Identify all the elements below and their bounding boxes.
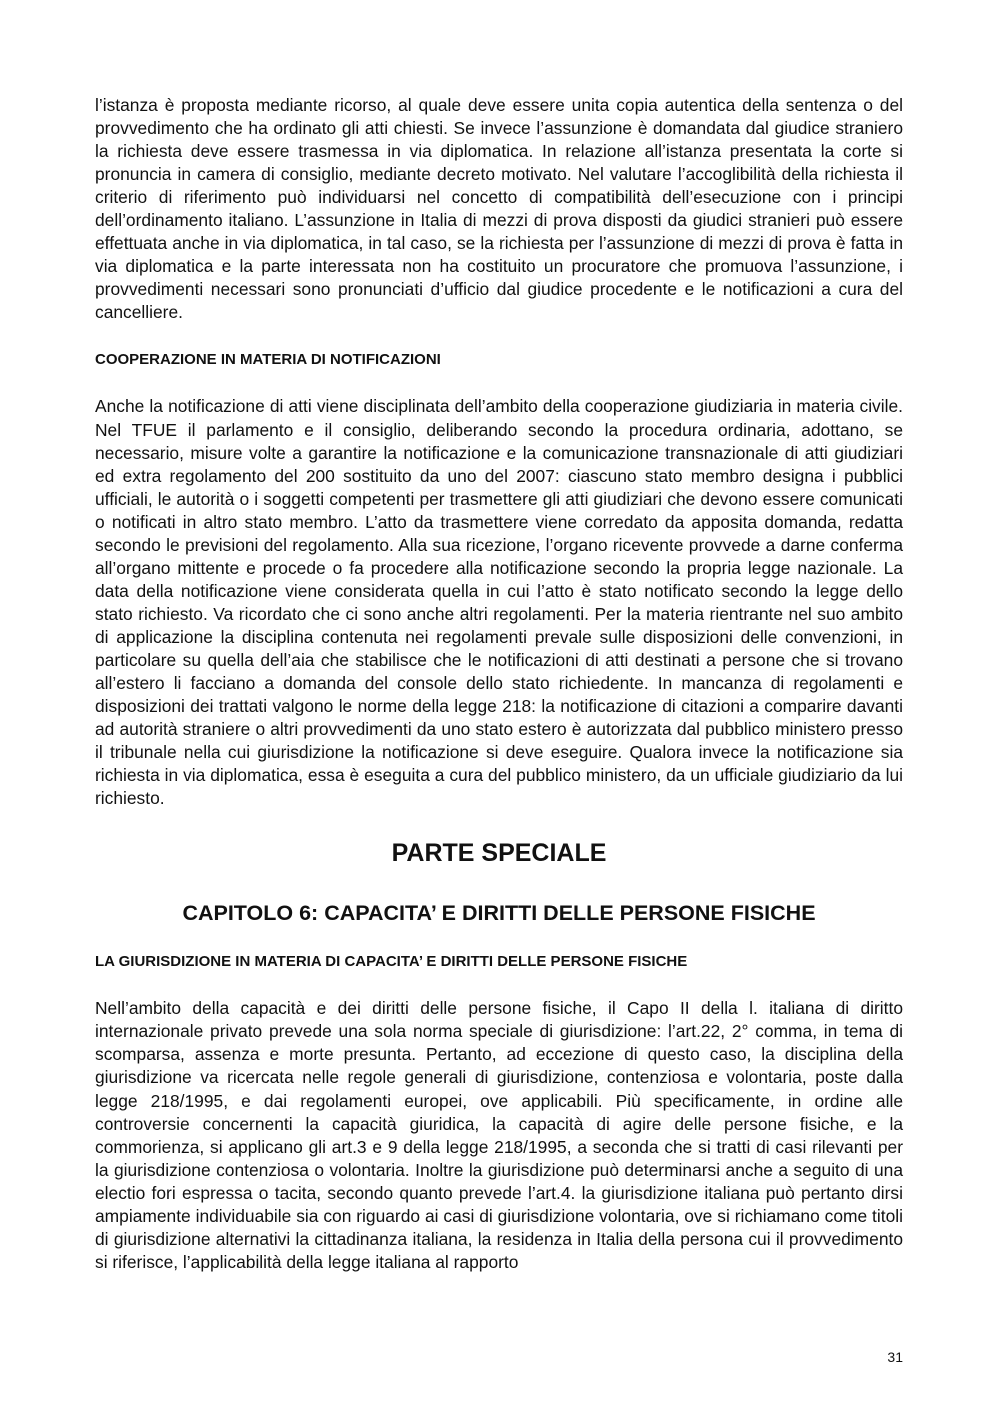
page-number: 31: [887, 1349, 903, 1365]
paragraph-istanza: l’istanza è proposta mediante ricorso, al quale deve essere unita copia autentica della sentenza o del provvedimento che ha ordinato gli atti chiesti. Se invece l’assunzione è domandata dal giudice straniero la richiesta deve essere trasmessa in via diplomatica. In relazione all’istanza presentata la corte si pronuncia in camera di consiglio, mediante decreto motivato. Nel valutare l’accoglibilità della richiesta il criterio di riferimento può individuarsi nel concetto di compatibilità dell’esecuzione con i principi dell’ordinamento italiano. L’assunzione in Italia di mezzi di prova disposti da giudici stranieri può essere effettuata anche in via diplomatica, in tal caso, se la richiesta per l’assunzione di mezzi di prova è fatta in via diplomatica e la parte interessata non ha costituito un procuratore che promuova l’assunzione, i provvedimenti necessari sono pronunciati d’ufficio dal giudice procedente e le notificazioni a cura del cancelliere.: [95, 95, 903, 323]
chapter-title: CAPITOLO 6: CAPACITA’ E DIRITTI DELLE PERSONE FISICHE: [182, 901, 816, 926]
document-page: [95, 94, 903, 1274]
paragraph-giurisdizione: Nell’ambito della capacità e dei diritti delle persone fisiche, il Capo II della l. italiana di diritto internazionale privato prevede una sola norma speciale di giurisdizione: l’art.22, 2° comma, in tema di scomparsa, assenza e morte presunta. Pertanto, ad eccezione di questo caso, la disciplina della giurisdizione va ricercata nelle regole generali di giurisdizione, contenziosa e volontaria, poste dalla legge 218/1995, e dai regolamenti europei, ove applicabili. Più specificamente, in ordine alle controversie concernenti la capacità giuridica, la capacità di agire delle persone fisiche, e la commorienza, si applicano gli art.3 e 9 della legge 218/1995, a seconda che si tratti di casi rilevanti per la giurisdizione contenziosa o volontaria. Inoltre la giurisdizione può determinarsi anche a seguito di una electio fori espressa o tacita, secondo quanto prevede l’art.4. la giurisdizione italiana può pertanto dirsi ampiamente individuabile sia con riguardo ai casi di giurisdizione volontaria, ove si richiamano come titoli di giurisdizione alternativi la cittadinanza italiana, la residenza in Italia della persona cui il provvedimento si riferisce, l’applicabilità della legge italiana al rapporto: [95, 998, 903, 1272]
section-heading-cooperazione: COOPERAZIONE IN MATERIA DI NOTIFICAZIONI: [95, 351, 441, 369]
part-title: PARTE SPECIALE: [391, 839, 607, 868]
paragraph-notificazioni: Anche la notificazione di atti viene disciplinata dell’ambito della cooperazione giudiziaria in materia civile. Nel TFUE il parlamento e il consiglio, deliberando secondo la procedura ordinaria, adottano, se necessario, misure volte a garantire la notificazione e la comunicazione transnazionale di atti giudiziari ed extra regolamento del 200 sostituito da uno del 2007: ciascuno stato membro designa i pubblici ufficiali, le autorità o i soggetti competenti per trasmettere gli atti giudiziari che devono essere comunicati o notificati in altro stato membro. L’atto da trasmettere viene corredato da apposita domanda, redatta secondo le previsioni del regolamento. Alla sua ricezione, l’organo ricevente provvede a darne conferma all’organo mittente e procede o fa procedere alla notificazione secondo la propria legge nazionale. La data della notificazione viene considerata quella in cui l’atto è stato notificato secondo la legge dello stato richiesto. Va ricordato che ci sono anche altri regolamenti. Per la materia rientrante nel suo ambito di applicazione la disciplina contenuta nei regolamenti prevale sulle disposizioni delle convenzioni, in particolare su quella dell’aia che stabilisce che le notificazioni di atti destinati a persone che si trovano all’estero li facciano a domanda del console dello stato richiedente. In mancanza di regolamenti e disposizioni dei trattati valgono le norme della legge 218: la notificazione di citazioni a comparire davanti ad autorità straniere o altri provvedimenti da uno stato estero è autorizzata dal pubblico ministero presso il tribunale nella cui giurisdizione la notificazione si deve eseguire. Qualora invece la notificazione sia richiesta in via diplomatica, essa è eseguita a cura del pubblico ministero, da un ufficiale giudiziario da lui richiesto.: [95, 396, 903, 809]
section-heading-giurisdizione: LA GIURISDIZIONE IN MATERIA DI CAPACITA’ E DIRITTI DELLE PERSONE FISICHE: [95, 953, 688, 971]
